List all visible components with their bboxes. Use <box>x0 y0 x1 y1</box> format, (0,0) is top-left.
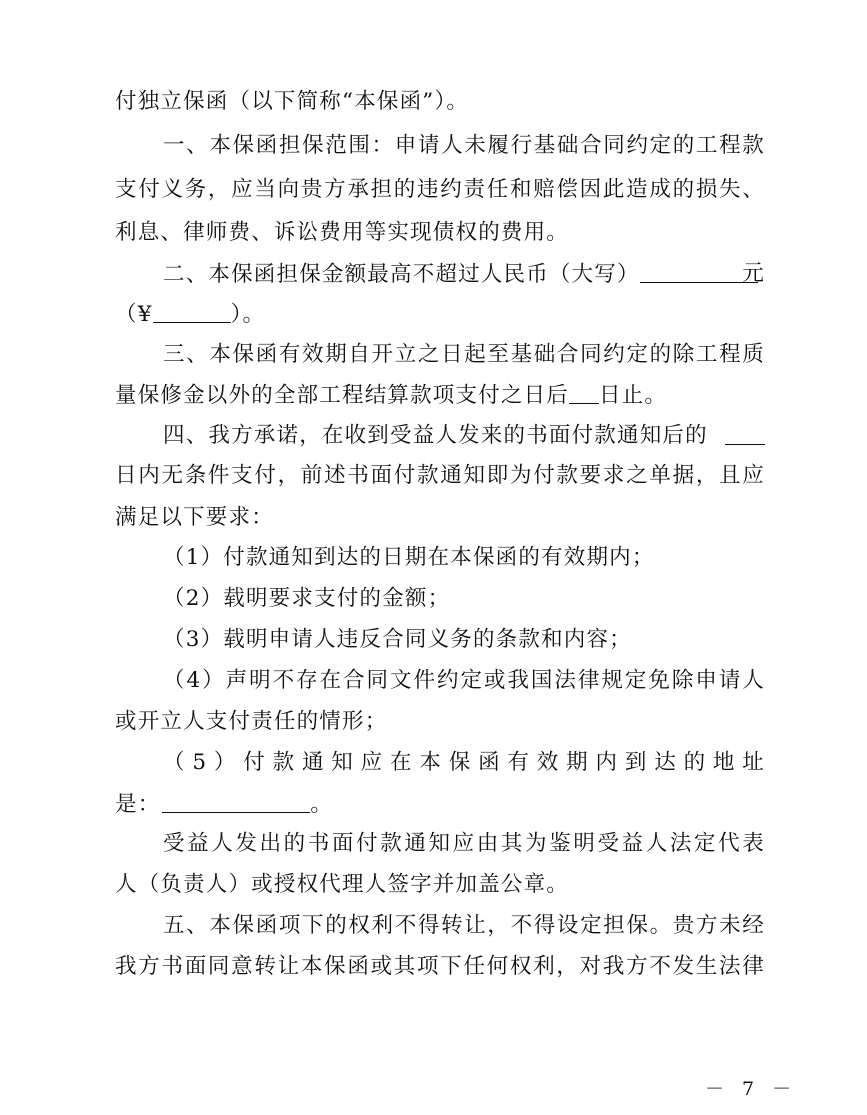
requirement-item-5-line-1: （5）付款通知应在本保函有效期内到达的地址 <box>163 750 765 775</box>
address-end: 。 <box>310 792 334 817</box>
clause-4-promise-label: 四、我方承诺，在收到受益人发来的书面付款通知后的 <box>163 423 708 448</box>
address-label: 是： <box>115 792 161 817</box>
amount-words-blank <box>640 262 758 283</box>
amount-figures-blank <box>153 302 231 323</box>
clause-3-line-1: 三、本保函有效期自开立之日起至基础合同约定的除工程质 <box>163 342 765 367</box>
requirement-item-5-line-2 <box>115 792 765 817</box>
text-line-continuation: 付独立保函（以下简称“本保函”）。 <box>115 89 470 114</box>
requirement-item-2: （2）载明要求支付的金额； <box>163 586 451 611</box>
clause-4-line-3: 满足以下要求： <box>115 505 274 530</box>
clause-2-yen-close: ）。 <box>230 302 266 327</box>
notice-paragraph-line-2: 人（负责人）或授权代理人签字并加盖公章。 <box>115 872 570 897</box>
requirement-item-4-line-1: （4）声明不存在合同文件约定或我国法律规定免除申请人 <box>163 668 765 693</box>
clause-1-line-1: 一、本保函担保范围：申请人未履行基础合同约定的工程款 <box>163 133 765 158</box>
clause-2-line-1 <box>163 262 765 287</box>
clause-1-line-2: 支付义务，应当向贵方承担的违约责任和赔偿因此造成的损失、 <box>115 177 765 202</box>
clause-5-line-1: 五、本保函项下的权利不得转让，不得设定担保。贵方未经 <box>163 913 765 938</box>
page-number: － 7 － <box>705 1078 798 1100</box>
clause-3-line-2 <box>115 383 765 408</box>
requirement-item-3: （3）载明申请人违反合同义务的条款和内容； <box>163 627 632 652</box>
payment-days-blank <box>725 424 765 445</box>
clause-2-yen-open: （¥ <box>115 302 153 327</box>
clause-4-line-1 <box>163 424 765 448</box>
clause-4-line-2: 日内无条件支付，前述书面付款通知即为付款要求之单据，且应 <box>115 463 765 488</box>
clause-1-line-3: 利息、律师费、诉讼费用等实现债权的费用。 <box>115 220 570 245</box>
notice-paragraph-line-1: 受益人发出的书面付款通知应由其为鉴明受益人法定代表 <box>163 831 765 856</box>
clause-2-currency-unit: 元 <box>742 261 765 286</box>
address-blank <box>162 792 310 813</box>
requirement-item-4-line-2: 或开立人支付责任的情形； <box>115 709 388 734</box>
clause-2-amount-label: 二、本保函担保金额最高不超过人民币（大写） <box>163 262 640 287</box>
clause-3-period-label: 量保修金以外的全部工程结算款项支付之日后 <box>115 383 570 408</box>
clause-5-line-2: 我方书面同意转让本保函或其项下任何权利，对我方不发生法律 <box>115 954 765 979</box>
clause-3-period-end: 日止。 <box>599 383 668 408</box>
days-after-blank <box>569 383 599 404</box>
clause-2-line-2 <box>115 302 765 327</box>
requirement-item-1: （1）付款通知到达的日期在本保函的有效期内； <box>163 545 655 570</box>
